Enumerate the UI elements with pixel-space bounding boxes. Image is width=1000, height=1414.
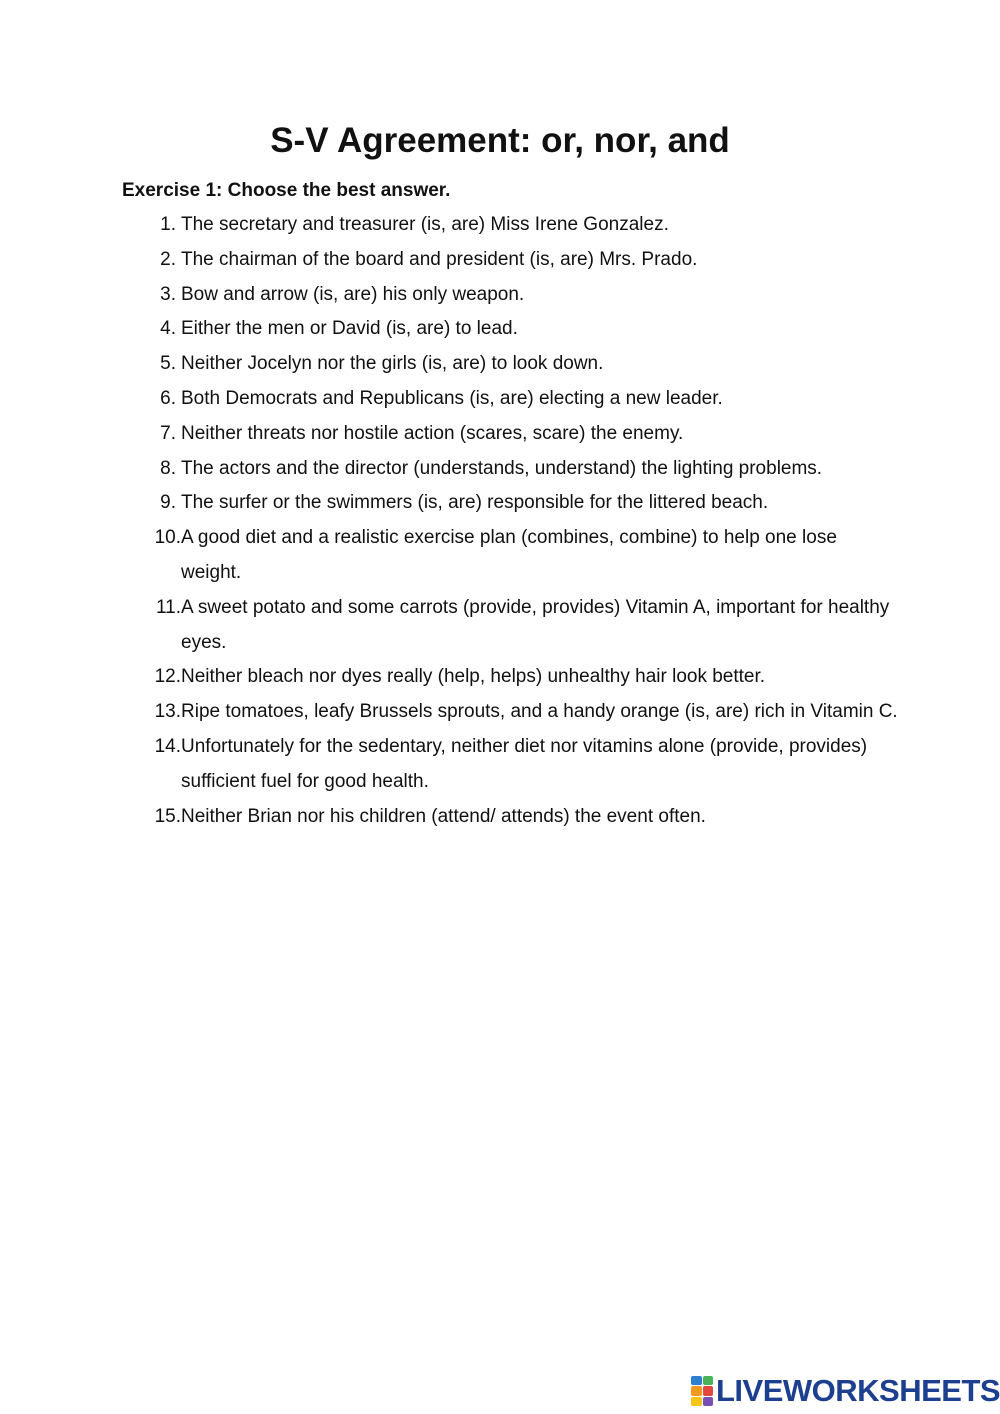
question-item: [0, 208, 901, 243]
question-text: Unfortunately for the sedentary, neither diet nor vitamins alone (provide, provides) sufficient fuel for good health.: [181, 735, 868, 792]
question-text: The actors and the director (understands, understand) the lighting problems.: [181, 457, 823, 479]
question-number: 12.: [154, 666, 181, 688]
question-number: 3.: [160, 283, 176, 305]
question-item: [0, 243, 901, 278]
question-item: [0, 347, 901, 382]
question-number: 14.: [154, 735, 181, 757]
question-item: [0, 695, 901, 730]
question-item: [0, 730, 901, 800]
exercise-heading: Exercise 1: Choose the best answer.: [122, 180, 451, 201]
liveworksheets-logo: [691, 1374, 1000, 1408]
question-text: Ripe tomatoes, leafy Brussels sprouts, and a handy orange (is, are) rich in Vitamin C.: [181, 701, 898, 723]
question-text: A sweet potato and some carrots (provide, provides) Vitamin A, important for healthy eyes.: [181, 596, 890, 653]
liveworksheets-logo-icon: [691, 1376, 713, 1406]
logo-text: LIVEWORKSHEETS: [716, 1373, 1000, 1408]
question-item: [0, 452, 901, 487]
question-item: [0, 382, 901, 417]
question-item: [0, 591, 901, 661]
question-text: Neither Jocelyn nor the girls (is, are) to look down.: [181, 353, 604, 375]
question-number: 15.: [154, 805, 181, 827]
question-item: [0, 660, 901, 695]
question-item: [0, 521, 901, 591]
question-number: 8.: [160, 457, 176, 479]
question-number: 13.: [154, 701, 181, 723]
question-item: [0, 486, 901, 521]
question-number: 4.: [160, 318, 176, 340]
question-number: 10.: [154, 527, 181, 549]
question-item: [0, 278, 901, 313]
question-text: Neither threats nor hostile action (scares, scare) the enemy.: [181, 422, 684, 444]
question-text: A good diet and a realistic exercise plan (combines, combine) to help one lose weight.: [181, 527, 837, 583]
question-text: The chairman of the board and president (is, are) Mrs. Prado.: [181, 248, 698, 270]
question-item: [0, 417, 901, 452]
question-text: The secretary and treasurer (is, are) Miss Irene Gonzalez.: [181, 214, 669, 235]
question-number: 6.: [160, 387, 176, 409]
question-text: The surfer or the swimmers (is, are) responsible for the littered beach.: [181, 492, 769, 514]
question-text: Bow and arrow (is, are) his only weapon.: [181, 283, 525, 305]
question-number: 2.: [160, 248, 176, 270]
question-number: 9.: [160, 492, 176, 514]
question-list: [0, 208, 1000, 834]
question-number: 11.: [155, 596, 181, 618]
question-text: Neither bleach nor dyes really (help, helps) unhealthy hair look better.: [181, 666, 766, 688]
question-item: [0, 800, 901, 835]
question-text: Neither Brian nor his children (attend/ attends) the event often.: [181, 805, 706, 827]
question-number: 7.: [160, 422, 176, 444]
question-text: Either the men or David (is, are) to lead.: [181, 318, 518, 340]
page-title: S-V Agreement: or, nor, and: [270, 121, 730, 160]
question-item: [0, 312, 901, 347]
question-number: 1.: [160, 214, 176, 235]
question-text: Both Democrats and Republicans (is, are) electing a new leader.: [181, 387, 723, 409]
question-number: 5.: [160, 353, 176, 375]
